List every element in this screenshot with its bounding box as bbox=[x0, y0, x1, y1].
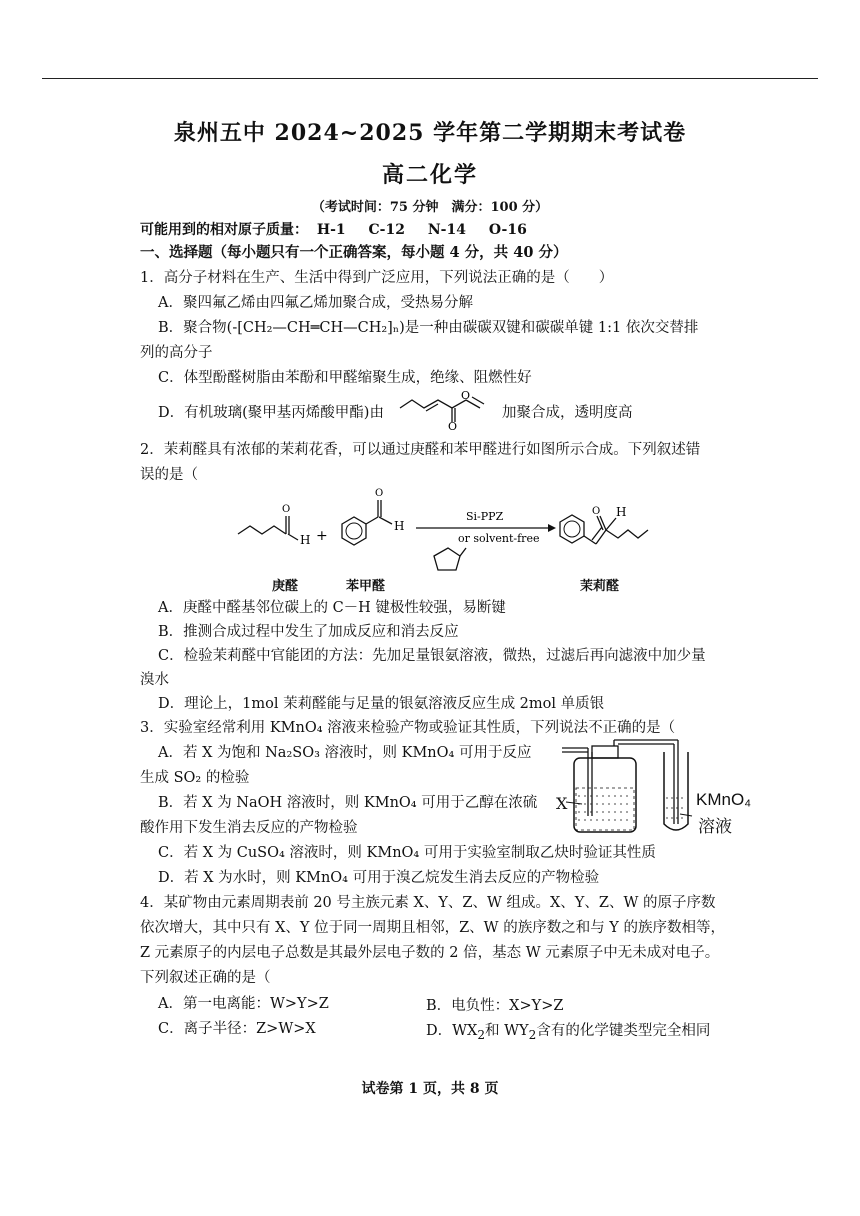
q3-option-c: C．若 X 为 CuSO₄ 溶液时，则 KMnO₄ 可用于实验室制取乙炔时验证其性质 bbox=[158, 845, 656, 861]
q4-option-a: A．第一电离能：W>Y>Z bbox=[158, 996, 329, 1012]
atomic-mass-label: 可能用到的相对原子质量： bbox=[140, 222, 308, 238]
q3-option-b-2: 酸作用下发生消去反应的产物检验 bbox=[140, 820, 358, 836]
atomic-mass-item: C-12 bbox=[368, 222, 405, 238]
q2-stem-2: 误的是（ bbox=[140, 467, 198, 483]
q1-b-prefix: B．聚合物( bbox=[158, 320, 233, 336]
product-h: H bbox=[616, 505, 627, 519]
q3-option-b-1: B．若 X 为 NaOH 溶液时，则 KMnO₄ 可用于乙醇在浓硫 bbox=[158, 795, 538, 811]
q1-b-formula: -[CH₂—CH═CH—CH₂]ₙ bbox=[232, 320, 400, 336]
q4-d-sub1: 2 bbox=[477, 1027, 486, 1042]
benzaldehyde-o: O bbox=[375, 488, 384, 499]
apparatus-reagent-2: 溶液 bbox=[698, 817, 732, 837]
atomic-mass-line bbox=[140, 219, 545, 239]
q3-option-a-2: 生成 SO₂ 的检验 bbox=[140, 770, 250, 786]
q1-b-suffix: )是一种由碳碳双键和碳碳单键 1:1 依次交替排 bbox=[399, 320, 699, 336]
benzaldehyde-h: H bbox=[394, 519, 405, 533]
q2-option-b: B．推测合成过程中发生了加成反应和消去反应 bbox=[158, 624, 459, 640]
methyl-methacrylate-structure bbox=[398, 386, 500, 430]
q4-d-suffix: 含有的化学键类型完全相同 bbox=[536, 1023, 711, 1039]
q2-option-c-2: 溴水 bbox=[140, 672, 169, 688]
atomic-mass-item: H-1 bbox=[316, 222, 346, 238]
heptanal-h: H bbox=[300, 533, 311, 547]
q4-d-mid: 和 WY bbox=[485, 1023, 529, 1039]
q3-option-d: D．若 X 为水时，则 KMnO₄ 可用于溴乙烷发生消去反应的产物检验 bbox=[158, 870, 600, 886]
apparatus-x-label: X bbox=[556, 794, 568, 813]
q1-option-b bbox=[158, 318, 698, 338]
q3-stem: 3．实验室经常利用 KMnO₄ 溶液来检验产物或验证其性质，下列说法不正确的是（ bbox=[140, 720, 676, 736]
label-heptanal: 庚醛 bbox=[272, 579, 299, 594]
q2-option-d: D．理论上，1mol 茉莉醛能与足量的银氨溶液反应生成 2mol 单质银 bbox=[158, 696, 605, 712]
label-jasminaldehyde: 茉莉醛 bbox=[580, 579, 620, 594]
exam-subject: 高二化学 bbox=[381, 162, 478, 188]
plus-sign: + bbox=[316, 528, 328, 544]
q1-option-d-pre: D．有机玻璃(聚甲基丙烯酸甲酯)由 bbox=[158, 405, 384, 421]
page-footer: 试卷第 1 页，共 8 页 bbox=[361, 1081, 499, 1097]
q4-stem-2: 依次增大，其中只有 X、Y 位于同一周期且相邻，Z、W 的族序数之和与 Y 的族序数相等， bbox=[140, 920, 725, 936]
q4-option-c: C．离子半径：Z>W>X bbox=[158, 1021, 316, 1037]
catalyst-label: Si-PPZ bbox=[466, 510, 504, 523]
q1-option-d-post: 加聚合成，透明度高 bbox=[502, 405, 633, 421]
q4-option-d bbox=[426, 1019, 710, 1042]
atomic-mass-item: O-16 bbox=[488, 222, 527, 238]
exam-info: （考试时间：75 分钟 满分：100 分） bbox=[311, 200, 549, 215]
svg-text:O: O bbox=[461, 389, 471, 402]
q2-option-c-1: C．检验茉莉醛中官能团的方法：先加足量银氨溶液，微热，过滤后再向滤液中加少量 bbox=[158, 648, 706, 664]
q1-stem: 1．高分子材料在生产、生活中得到广泛应用，下列说法正确的是（ ） bbox=[140, 270, 614, 286]
q2-stem-1: 2．茉莉醛具有浓郁的茉莉花香，可以通过庚醛和苯甲醛进行如图所示合成。下列叙述错 bbox=[140, 442, 701, 458]
q4-stem-3: Z 元素原子的内层电子总数是其最外层电子数的 2 倍，基态 W 元素原子中无未成对电子。 bbox=[140, 945, 720, 961]
q1-option-c: C．体型酚醛树脂由苯酚和甲醛缩聚生成，绝缘、阻燃性好 bbox=[158, 370, 532, 386]
q4-stem-4: 下列叙述正确的是（ bbox=[140, 970, 271, 986]
q3-option-a-1: A．若 X 为饱和 Na₂SO₃ 溶液时，则 KMnO₄ 可用于反应 bbox=[158, 745, 532, 761]
condition-label: or solvent-free bbox=[458, 532, 540, 545]
section-heading: 一、选择题（每小题只有一个正确答案，每小题 4 分，共 40 分） bbox=[140, 244, 568, 261]
synthesis-scheme bbox=[230, 482, 650, 578]
q1-option-b-cont: 列的高分子 bbox=[140, 345, 213, 361]
exam-title: 泉州五中 2024~2025 学年第二学期期末考试卷 bbox=[173, 120, 687, 146]
top-rule bbox=[42, 78, 818, 79]
q4-d-sub2: 2 bbox=[528, 1027, 537, 1042]
product-o: O bbox=[592, 506, 601, 517]
q1-option-a: A．聚四氟乙烯由四氟乙烯加聚合成，受热易分解 bbox=[158, 295, 473, 311]
apparatus-reagent: KMnO₄ bbox=[696, 790, 752, 809]
q4-d-prefix: D．WX bbox=[426, 1023, 478, 1039]
q4-stem-1: 4．某矿物由元素周期表前 20 号主族元素 X、Y、Z、W 组成。X、Y、Z、W 的原子序数 bbox=[140, 895, 716, 911]
heptanal-o: O bbox=[282, 504, 291, 515]
q4-option-b: B．电负性：X>Y>Z bbox=[426, 998, 564, 1014]
label-benzaldehyde: 苯甲醛 bbox=[346, 579, 386, 594]
gas-washing-apparatus bbox=[552, 738, 772, 838]
q2-option-a: A．庚醛中醛基邻位碳上的 C－H 键极性较强，易断键 bbox=[158, 600, 506, 616]
atomic-mass-item: N-14 bbox=[427, 222, 466, 238]
svg-text:O: O bbox=[448, 420, 458, 430]
